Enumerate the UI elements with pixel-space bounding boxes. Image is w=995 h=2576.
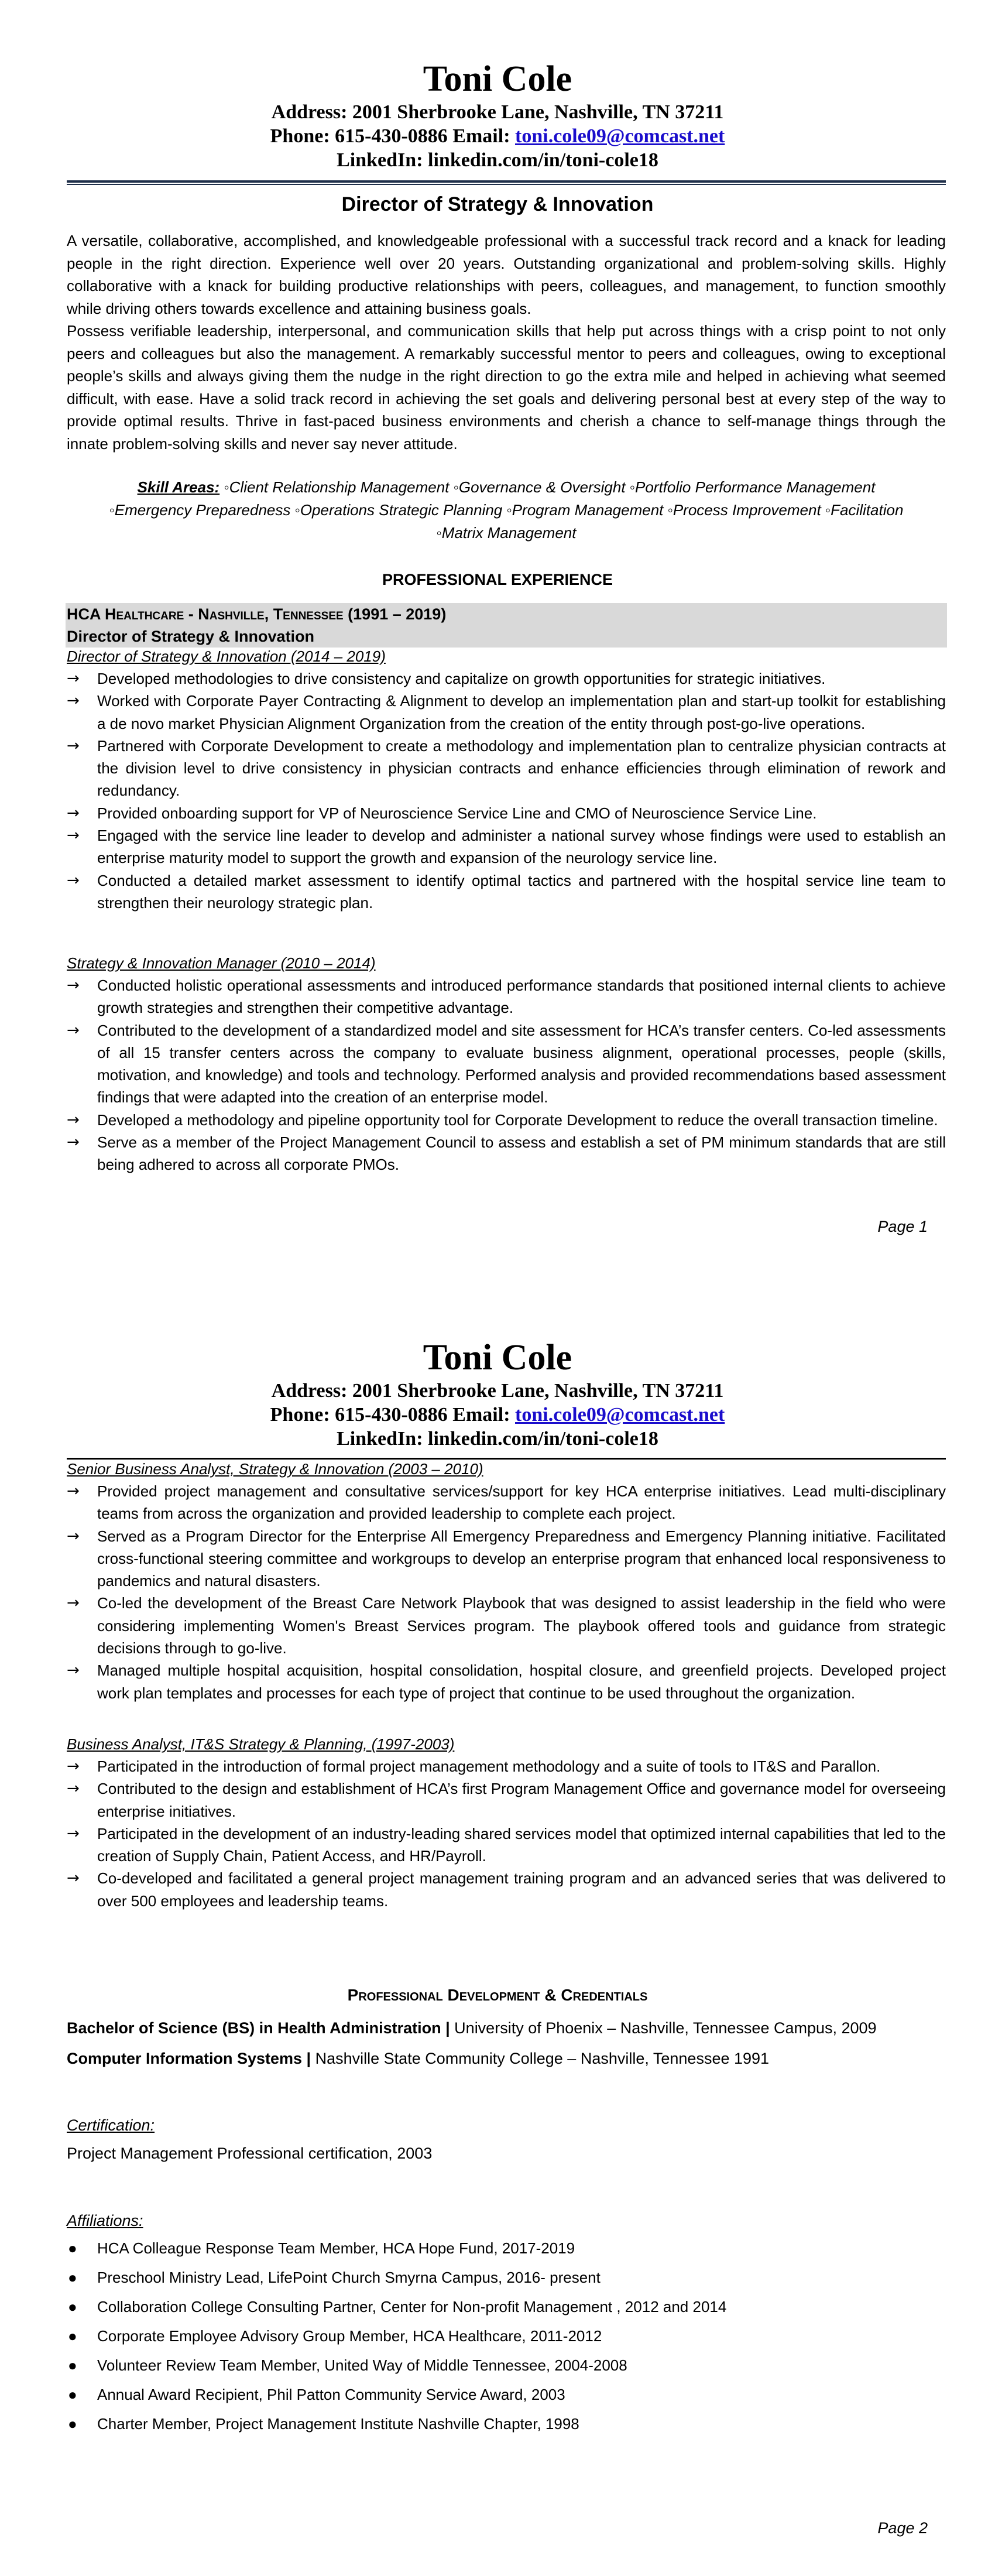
page-number: Page 2 bbox=[877, 2519, 928, 2537]
certification-section bbox=[67, 2116, 946, 2169]
skills-line: ◦Emergency Preparedness ◦Operations Strategic Planning ◦Program Management ◦Process Improvement ◦Facilitation bbox=[109, 501, 904, 519]
role-title: Business Analyst, IT&S Strategy & Planning, (1997-2003) bbox=[67, 1735, 455, 1753]
header-divider bbox=[67, 180, 946, 185]
list-item: ● Volunteer Review Team Member, United Way of Middle Tennessee, 2004-2008 bbox=[67, 2351, 946, 2380]
affiliations-heading: Affiliations: bbox=[67, 2212, 143, 2229]
arrow-icon: → bbox=[67, 1111, 80, 1129]
role-manager bbox=[67, 953, 946, 1176]
skill-areas bbox=[59, 476, 954, 544]
skills-line: ◦Matrix Management bbox=[436, 524, 577, 542]
company-years: (1991 – 2019) bbox=[343, 605, 447, 623]
phone-text: Phone: 615-430-0886 Email: bbox=[270, 1404, 516, 1426]
candidate-name: Toni Cole bbox=[423, 59, 572, 99]
address-line: Address: 2001 Sherbrooke Lane, Nashville, TN 37211 bbox=[271, 1380, 724, 1402]
arrow-icon: → bbox=[67, 1869, 80, 1888]
list-item: → Managed multiple hospital acquisition, hospital consolidation, hospital closure, and greenfield projects. Developed project work plan templates and processes for each type of project that continue to be used throughout the organization. bbox=[67, 1659, 946, 1704]
company-name: HCA Healthcare - Nashville, Tennessee bbox=[67, 605, 344, 623]
list-item: → Contributed to the development of a standardized model and site assessment for HCA’s transfer centers. Co-led assessments of all 15 transfer centers across the company to evaluate business alignment, operational processes, people (skills, motivation, and knowledge) and tools and technology. Performed analysis and provided recommendations based assessment findings that were adapted into the creation of an enterprise model. bbox=[67, 1019, 946, 1109]
role-title: Director of Strategy & Innovation (2014 – 2019) bbox=[67, 648, 386, 665]
address-line: Address: 2001 Sherbrooke Lane, Nashville, TN 37211 bbox=[271, 101, 724, 123]
education-item: Computer Information Systems | Nashville State Community College – Nashville, Tennessee 1991 bbox=[67, 2050, 770, 2067]
arrow-icon: → bbox=[67, 1758, 80, 1775]
list-item: ● Annual Award Recipient, Phil Patton Community Service Award, 2003 bbox=[67, 2380, 946, 2409]
job-title: Director of Strategy & Innovation bbox=[341, 193, 654, 215]
skills-line: Skill Areas: ◦Client Relationship Management ◦Governance & Oversight ◦Portfolio Performance Management bbox=[137, 478, 876, 496]
list-item: → Partnered with Corporate Development to create a methodology and implementation plan to centralize physician contracts at the division level to drive consistency in physician contracts and enhance efficiencies through elimination of rework and redundancy. bbox=[67, 735, 946, 802]
role-title: Senior Business Analyst, Strategy & Innovation (2003 – 2010) bbox=[67, 1460, 483, 1478]
bullet-icon: ● bbox=[68, 2386, 77, 2403]
email-link[interactable]: toni.cole09@comcast.net bbox=[515, 1404, 725, 1426]
list-item: → Worked with Corporate Payer Contracting & Alignment to develop an implementation plan and start-up toolkit for establishing a de novo market Physician Alignment Organization from the creation of the entity through post-go-live operations. bbox=[67, 690, 946, 735]
list-item: → Served as a Program Director for the Enterprise All Emergency Preparedness and Emergency Planning initiative. Facilitated cross-functional steering committee and workgroups to develop an enterprise program that enhanced local responsiveness to pandemics and natural disasters. bbox=[67, 1525, 946, 1592]
list-item: → Conducted holistic operational assessments and introduced performance standards that positioned internal clients to achieve growth strategies and strengthen their competitive advantage. bbox=[67, 974, 946, 1019]
list-item: → Developed a methodology and pipeline opportunity tool for Corporate Development to reduce the overall transaction timeline. bbox=[67, 1109, 946, 1131]
role-bullets bbox=[67, 667, 946, 914]
affiliations-list bbox=[67, 2234, 946, 2438]
list-item: → Engaged with the service line leader to develop and administer a national survey whose findings were used to establish an enterprise maturity model to support the growth and expansion of the neurology service line. bbox=[67, 824, 946, 869]
list-item: ● Corporate Employee Advisory Group Member, HCA Healthcare, 2011-2012 bbox=[67, 2321, 946, 2351]
page-number: Page 1 bbox=[877, 1218, 928, 1235]
arrow-icon: → bbox=[67, 1133, 80, 1152]
bullet-icon: ● bbox=[68, 2415, 77, 2433]
candidate-name: Toni Cole bbox=[423, 1338, 572, 1378]
skills-label: Skill Areas: bbox=[137, 478, 220, 496]
bullet-icon: ● bbox=[68, 2298, 77, 2315]
summary-paragraph: A versatile, collaborative, accomplished, and knowledgeable professional with a successful track record and a knack for leading people in the right direction. Experience well over 20 years. Outstanding organizational and problem-solving skills. Highly collaborative with a knack for building productive relationships with peers, colleagues, and management, to function smoothly while driving others towards excellence and attaining business goals. bbox=[67, 232, 946, 317]
summary-paragraph: Possess verifiable leadership, interpersonal, and communication skills that help put across things with a crisp point to not only peers and colleagues but also the management. A remarkably successful mentor to peers and colleagues, owing to exceptional people’s skills and always giving them the nudge in the right direction to go the extra mile and helped in achieving what seemed difficult, with ease. Have a solid track record in achieving the set goals and delivering personal best at every step of the way to provide optimal results. Thrive in fast-paced business environments and cherish a chance to self-manage things through the innate problem-solving skills and never say never attitude. bbox=[67, 322, 946, 453]
resume-page-2 bbox=[0, 1288, 995, 2576]
list-item: ● Collaboration College Consulting Partner, Center for Non-profit Management , 2012 and 2014 bbox=[67, 2292, 946, 2321]
list-item: → Co-led the development of the Breast Care Network Playbook that was designed to assist leadership in the field who were considering implementing Women's Breast Services program. The playbook offered tools and guidance from strategic decisions through to go-live. bbox=[67, 1592, 946, 1659]
arrow-icon: → bbox=[67, 1662, 80, 1680]
resume-header bbox=[0, 60, 995, 172]
certification-heading: Certification: bbox=[67, 2116, 155, 2134]
arrow-icon: → bbox=[67, 1021, 80, 1039]
role-bullets bbox=[67, 1480, 946, 1704]
arrow-icon: → bbox=[67, 670, 80, 687]
role-senior-analyst bbox=[67, 1458, 946, 1704]
arrow-icon: → bbox=[67, 1482, 80, 1500]
degree-name: Computer Information Systems | bbox=[67, 2050, 311, 2067]
role-director bbox=[67, 646, 946, 914]
phone-email-line bbox=[0, 1403, 995, 1427]
arrow-icon: → bbox=[67, 804, 80, 822]
list-item: ● Preschool Ministry Lead, LifePoint Church Smyrna Campus, 2016- present bbox=[67, 2263, 946, 2292]
list-item: → Provided project management and consultative services/support for key HCA enterprise initiatives. Lead multi-disciplinary teams from across the organization and provided leadership to complete each project. bbox=[67, 1480, 946, 1525]
experience-heading: PROFESSIONAL EXPERIENCE bbox=[382, 571, 613, 588]
bullet-icon: ● bbox=[68, 2356, 77, 2374]
education-section bbox=[67, 2013, 946, 2074]
list-item: → Serve as a member of the Project Management Council to assess and establish a set of PM minimum standards that are still being adhered to across all corporate PMOs. bbox=[67, 1131, 946, 1176]
arrow-icon: → bbox=[67, 737, 80, 755]
arrow-icon: → bbox=[67, 1824, 80, 1842]
education-heading: Professional Development & Credentials bbox=[347, 1986, 648, 2004]
bullet-icon: ● bbox=[68, 2269, 77, 2286]
arrow-icon: → bbox=[67, 977, 80, 994]
role-title: Strategy & Innovation Manager (2010 – 2014) bbox=[67, 954, 376, 972]
phone-text: Phone: 615-430-0886 Email: bbox=[270, 125, 516, 147]
arrow-icon: → bbox=[67, 1527, 80, 1545]
list-item: → Conducted a detailed market assessment to identify optimal tactics and partnered with the hospital service line team to strengthen their neurology strategic plan. bbox=[67, 869, 946, 914]
linkedin-line: LinkedIn: linkedin.com/in/toni-cole18 bbox=[337, 1428, 658, 1450]
list-item: → Participated in the development of an industry-leading shared services model that optimized internal capabilities that led to the creation of Supply Chain, Patient Access, and HR/Payroll. bbox=[67, 1823, 946, 1868]
list-item: → Participated in the introduction of formal project management methodology and a suite of tools to IT&S and Parallon. bbox=[67, 1755, 946, 1777]
arrow-icon: → bbox=[67, 692, 80, 710]
linkedin-line: LinkedIn: linkedin.com/in/toni-cole18 bbox=[337, 149, 658, 171]
company-block bbox=[66, 603, 947, 648]
arrow-icon: → bbox=[67, 827, 80, 845]
email-link[interactable]: toni.cole09@comcast.net bbox=[515, 125, 725, 147]
list-item: → Co-developed and facilitated a general project management training program and an advanced series that was delivered to over 500 employees and leadership teams. bbox=[67, 1867, 946, 1912]
company-line bbox=[67, 603, 946, 625]
list-item: ● HCA Colleague Response Team Member, HCA Hope Fund, 2017-2019 bbox=[67, 2234, 946, 2263]
list-item: → Developed methodologies to drive consistency and capitalize on growth opportunities for strategic initiatives. bbox=[67, 667, 946, 690]
resume-header bbox=[0, 1339, 995, 1451]
role-bullets bbox=[67, 974, 946, 1176]
bullet-icon: ● bbox=[68, 2327, 77, 2345]
phone-email-line bbox=[0, 124, 995, 148]
education-item: Bachelor of Science (BS) in Health Administration | University of Phoenix – Nashville, Tennessee Campus, 2009 bbox=[67, 2019, 877, 2037]
role-bullets bbox=[67, 1755, 946, 1912]
list-item: → Contributed to the design and establishment of HCA’s first Program Management Office and governance model for overseeing enterprise initiatives. bbox=[67, 1777, 946, 1823]
affiliations-section bbox=[67, 2212, 946, 2438]
bullet-icon: ● bbox=[68, 2239, 77, 2257]
list-item: ● Charter Member, Project Management Institute Nashville Chapter, 1998 bbox=[67, 2409, 946, 2438]
arrow-icon: → bbox=[67, 871, 80, 889]
certification-item: Project Management Professional certification, 2003 bbox=[67, 2145, 433, 2162]
degree-name: Bachelor of Science (BS) in Health Administration | bbox=[67, 2019, 450, 2037]
summary-section bbox=[67, 229, 946, 455]
arrow-icon: → bbox=[67, 1780, 80, 1798]
role-business-analyst bbox=[67, 1734, 946, 1912]
company-role: Director of Strategy & Innovation bbox=[67, 628, 315, 645]
arrow-icon: → bbox=[67, 1594, 80, 1612]
list-item: → Provided onboarding support for VP of Neuroscience Service Line and CMO of Neuroscience Service Line. bbox=[67, 802, 946, 824]
